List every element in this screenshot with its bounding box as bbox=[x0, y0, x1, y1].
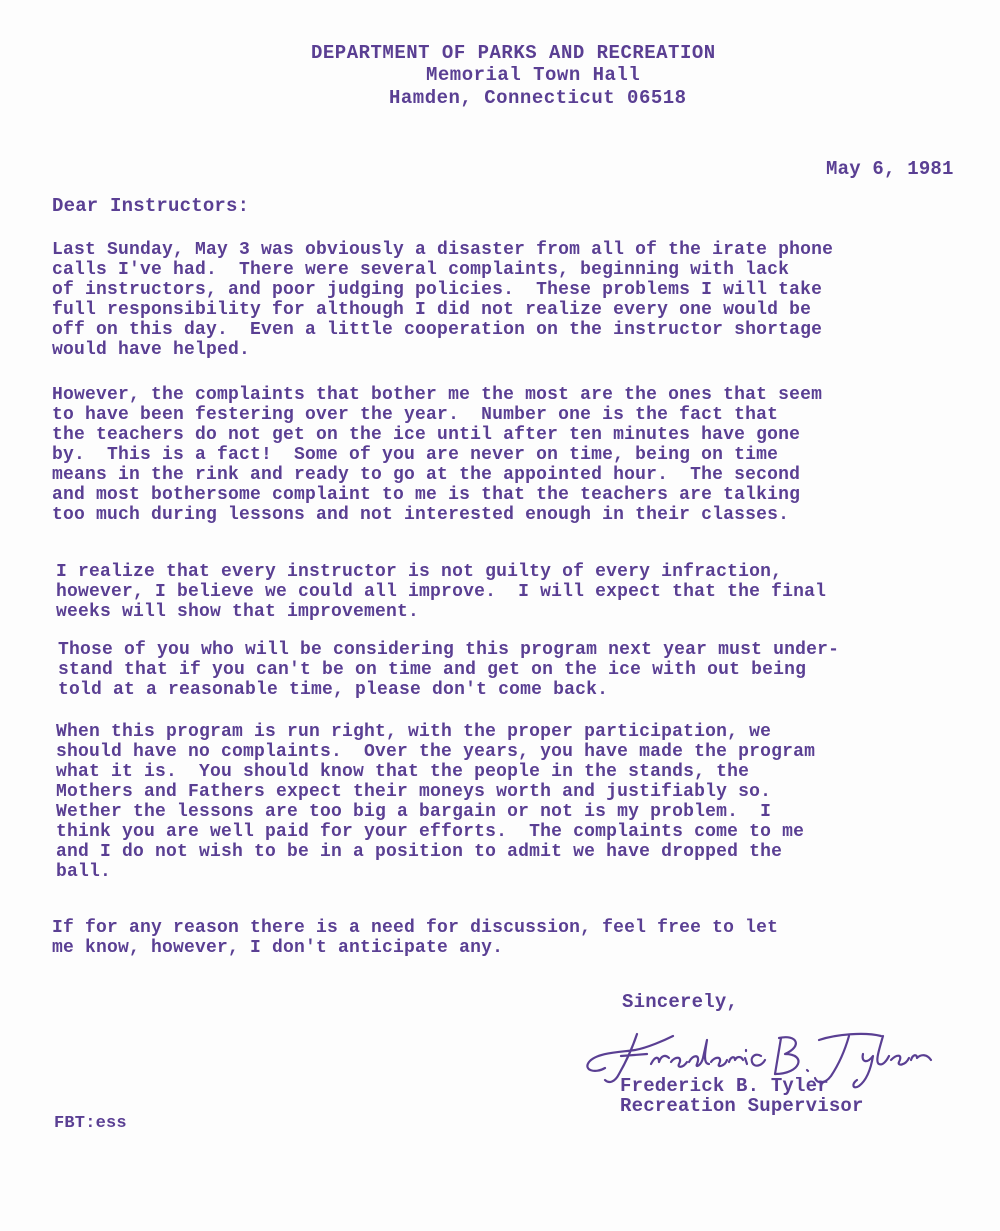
paragraph-4 bbox=[58, 640, 839, 700]
paragraph-line: by. This is a fact! Some of you are never on time, being on time bbox=[52, 445, 779, 465]
paragraph-5 bbox=[56, 722, 815, 882]
paragraph-line: should have no complaints. Over the years, you have made the program bbox=[56, 742, 816, 762]
letterhead-city: Hamden, Connecticut 06518 bbox=[389, 87, 687, 109]
paragraph-line: too much during lessons and not interested enough in their classes. bbox=[52, 505, 790, 525]
paragraph-line: calls I've had. There were several complaints, beginning with lack bbox=[52, 260, 790, 280]
paragraph-line: off on this day. Even a little cooperation on the instructor shortage bbox=[52, 320, 823, 340]
paragraph-3 bbox=[56, 562, 826, 622]
paragraph-line: full responsibility for although I did not realize every one would be bbox=[52, 300, 812, 320]
typist-initials: FBT:ess bbox=[54, 1114, 127, 1133]
paragraph-line: ball. bbox=[56, 862, 112, 882]
paragraph-line: weeks will show that improvement. bbox=[56, 602, 420, 622]
paragraph-line: of instructors, and poor judging policies. These problems I will take bbox=[52, 280, 823, 300]
paragraph-line: Wether the lessons are too big a bargain or not is my problem. I bbox=[56, 802, 772, 822]
paragraph-line: me know, however, I don't anticipate any. bbox=[52, 938, 504, 958]
salutation: Dear Instructors: bbox=[52, 195, 250, 217]
paragraph-line: and most bothersome complaint to me is that the teachers are talking bbox=[52, 485, 801, 505]
closing: Sincerely, bbox=[622, 991, 739, 1013]
paragraph-line: Mothers and Fathers expect their moneys worth and justifiably so. bbox=[56, 782, 772, 802]
paragraph-line: If for any reason there is a need for discussion, feel free to let bbox=[52, 918, 779, 938]
signer-name: Frederick B. Tyler bbox=[620, 1075, 829, 1097]
paragraph-1 bbox=[52, 240, 833, 360]
paragraph-line: think you are well paid for your efforts. The complaints come to me bbox=[56, 822, 805, 842]
paragraph-6 bbox=[52, 918, 778, 958]
letterhead-building: Memorial Town Hall bbox=[426, 64, 641, 86]
paragraph-line: and I do not wish to be in a position to admit we have dropped the bbox=[56, 842, 783, 862]
paragraph-line: however, I believe we could all improve. I will expect that the final bbox=[56, 582, 827, 602]
paragraph-line: Those of you who will be considering this program next year must under- bbox=[58, 640, 840, 660]
paragraph-line: When this program is run right, with the proper participation, we bbox=[56, 722, 772, 742]
letterhead-department: DEPARTMENT OF PARKS AND RECREATION bbox=[311, 42, 716, 64]
paragraph-line: Last Sunday, May 3 was obviously a disaster from all of the irate phone bbox=[52, 240, 834, 260]
letter-date: May 6, 1981 bbox=[826, 158, 954, 180]
paragraph-line: stand that if you can't be on time and get on the ice with out being bbox=[58, 660, 807, 680]
paragraph-line: means in the rink and ready to go at the appointed hour. The second bbox=[52, 465, 801, 485]
paragraph-line: to have been festering over the year. Number one is the fact that bbox=[52, 405, 779, 425]
paragraph-line: However, the complaints that bother me the most are the ones that seem bbox=[52, 385, 823, 405]
signer-title: Recreation Supervisor bbox=[620, 1095, 864, 1117]
paragraph-line: I realize that every instructor is not guilty of every infraction, bbox=[56, 562, 783, 582]
paragraph-line: would have helped. bbox=[52, 340, 251, 360]
paragraph-2 bbox=[52, 385, 822, 525]
paragraph-line: told at a reasonable time, please don't come back. bbox=[58, 680, 609, 700]
paragraph-line: what it is. You should know that the people in the stands, the bbox=[56, 762, 750, 782]
paragraph-line: the teachers do not get on the ice until after ten minutes have gone bbox=[52, 425, 801, 445]
